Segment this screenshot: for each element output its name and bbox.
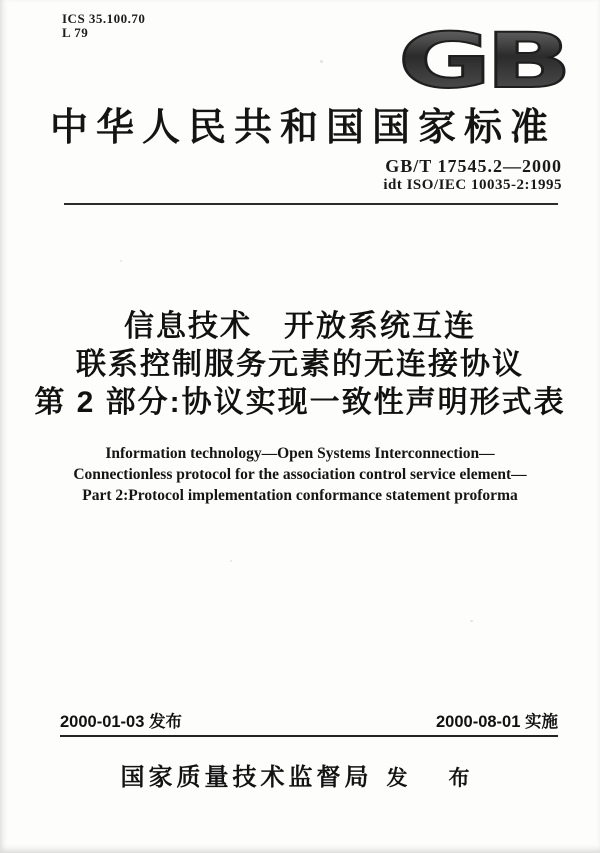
gb-logo-text: GB [398, 20, 566, 100]
paper-speck [470, 620, 473, 622]
title-chinese [0, 308, 600, 422]
title-cn-line3: 第 2 部分:协议实现一致性声明形式表 [34, 386, 566, 419]
idt-reference: idt ISO/IEC 10035-2:1995 [383, 177, 562, 193]
standard-number: GB/T 17545.2—2000 [385, 156, 562, 176]
title-en-line2: Connectionless protocol for the association control service element— [73, 466, 527, 483]
implementation-date: 2000-08-01 实施 [436, 713, 558, 731]
ics-code: ICS 35.100.70 [62, 11, 146, 26]
title-cn-line1: 信息技术 开放系统互连 [124, 310, 476, 343]
date-row [60, 708, 558, 737]
publisher-row [0, 757, 600, 792]
publisher-name: 国家质量技术监督局 [120, 765, 373, 791]
national-standard-header: 中华人民共和国国家标准 [49, 107, 556, 149]
title-en-line3: Part 2:Protocol implementation conformance statement proforma [82, 487, 518, 504]
paper-speck [320, 60, 323, 63]
standard-number-block [383, 156, 562, 194]
gb-logo-icon [392, 20, 572, 100]
title-en-line1: Information technology—Open Systems Interconnection— [105, 445, 495, 462]
paper-speck [120, 260, 122, 262]
ics-block [62, 12, 145, 40]
publisher-issued-label: 发 布 [386, 766, 480, 790]
header-divider-rule [64, 203, 558, 205]
title-english [0, 443, 600, 506]
title-cn-line2: 联系控制服务元素的无连接协议 [76, 348, 524, 381]
paper-speck [230, 560, 232, 562]
classification-code: L 79 [62, 25, 89, 40]
issue-date: 2000-01-03 发布 [60, 713, 182, 731]
